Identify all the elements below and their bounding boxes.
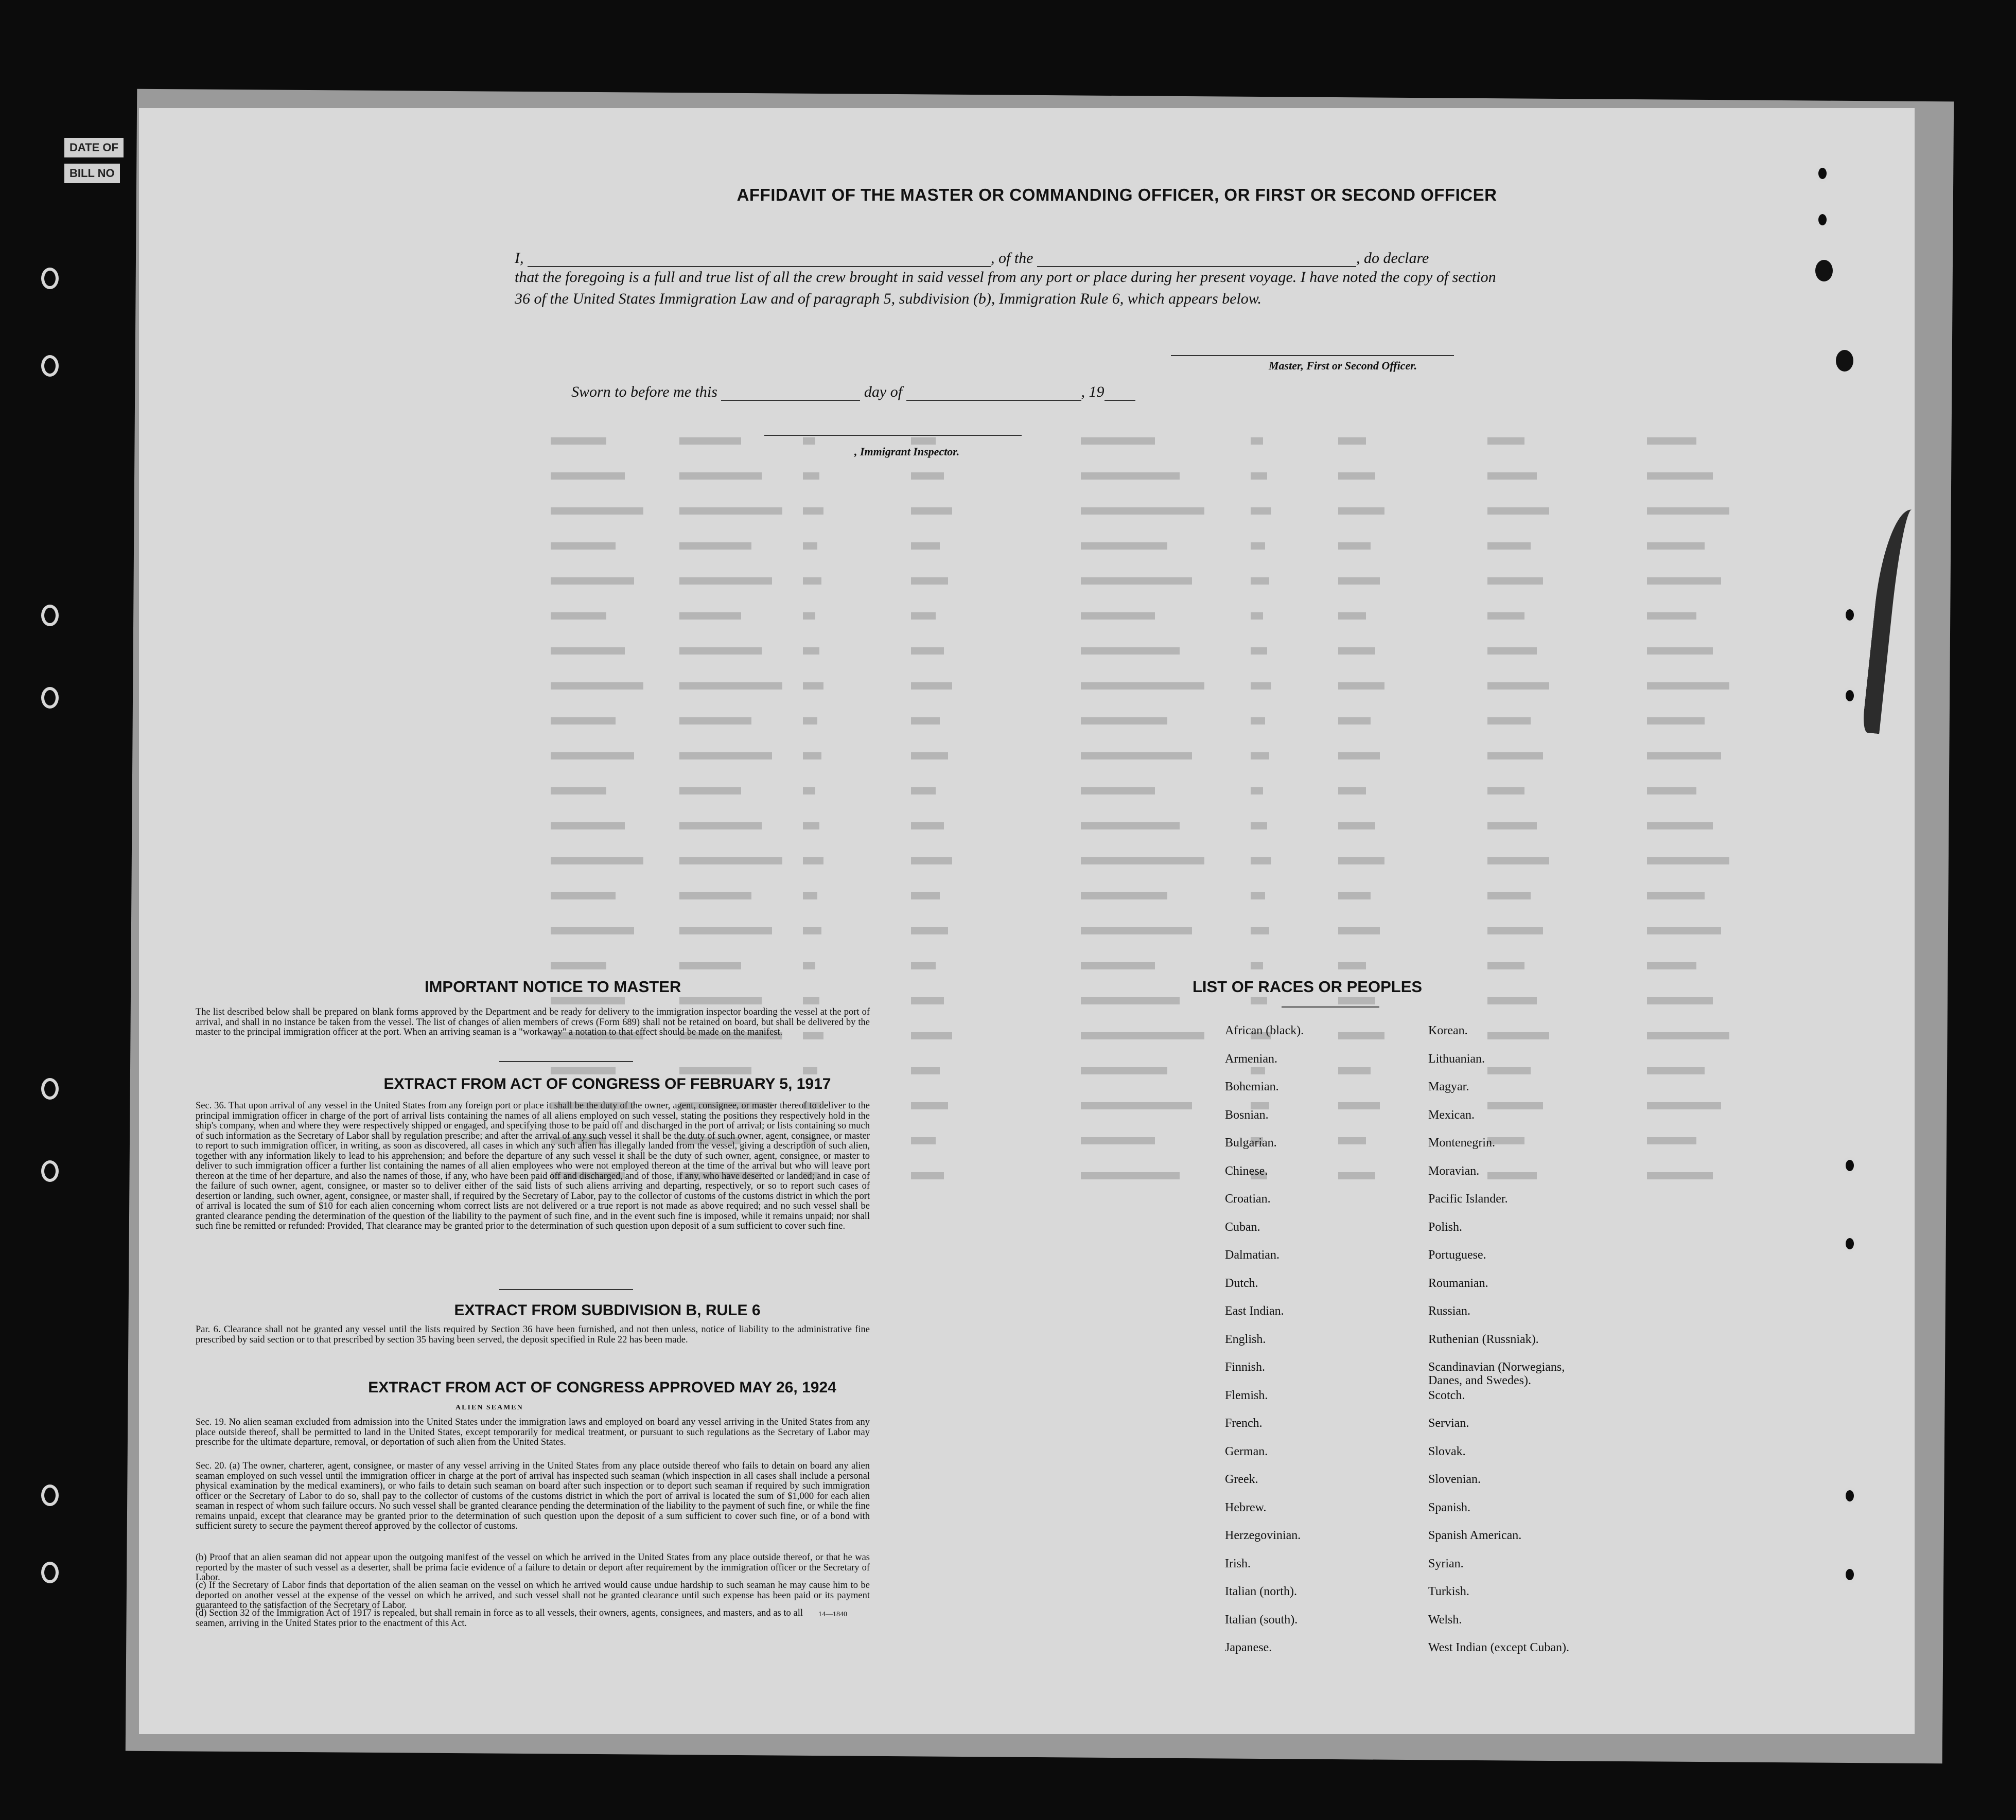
race-item: Irish. <box>1225 1557 1251 1570</box>
bleed-mark <box>679 542 751 550</box>
sworn-day-of: day of <box>864 383 903 400</box>
punch-hole <box>41 1485 59 1506</box>
bleed-mark <box>679 1067 751 1074</box>
bleed-mark <box>679 822 762 829</box>
bleed-mark <box>1081 927 1192 934</box>
bleed-mark <box>1487 472 1537 480</box>
bleed-mark <box>1251 717 1265 725</box>
bleed-mark <box>1251 927 1269 934</box>
race-item: Italian (north). <box>1225 1585 1297 1598</box>
bleed-mark <box>551 577 634 585</box>
bleed-mark <box>1487 822 1537 829</box>
punch-hole <box>41 1562 59 1583</box>
race-item: Japanese. <box>1225 1641 1272 1654</box>
race-item: Spanish. <box>1428 1500 1471 1514</box>
bleed-mark <box>1251 857 1271 864</box>
bleed-mark <box>803 857 823 864</box>
bleed-mark <box>679 437 741 445</box>
bleed-mark <box>1338 1032 1384 1039</box>
bleed-mark <box>551 787 606 794</box>
race-item: Croatian. <box>1225 1192 1271 1206</box>
bleed-mark <box>551 472 625 480</box>
bleed-mark <box>551 752 634 759</box>
bleed-mark <box>551 1067 616 1074</box>
bleed-mark <box>911 1137 936 1144</box>
bleed-mark <box>1338 892 1371 899</box>
punch-hole <box>1843 1235 1857 1252</box>
bleed-mark <box>803 1067 817 1074</box>
bleed-mark <box>1081 857 1204 864</box>
bleed-mark <box>679 647 762 655</box>
affidavit-body: that the foregoing is a full and true list of all the crew brought in said vessel from any port or place during her present voyage. I have noted the copy of section 36 of the United States Immigration Law and of paragraph 5, subdivision (b), Immigration Rule 6, which appears below. <box>515 269 1496 307</box>
bleed-mark <box>1081 472 1180 480</box>
bleed-mark <box>1081 787 1155 794</box>
race-item: Hebrew. <box>1225 1500 1267 1514</box>
form-number: 14—1840 <box>818 1611 847 1618</box>
bleed-mark <box>803 682 823 690</box>
bleed-mark <box>551 647 625 655</box>
race-item: Mexican. <box>1428 1108 1475 1122</box>
bleed-mark <box>1338 717 1371 725</box>
bleed-mark <box>1647 577 1721 585</box>
race-item: Chinese. <box>1225 1164 1268 1178</box>
inspector-signature-line[interactable] <box>764 435 1022 436</box>
bleed-mark <box>551 927 634 934</box>
bleed-mark <box>1647 1137 1696 1144</box>
bleed-mark <box>911 787 936 794</box>
bleed-mark <box>1081 612 1155 620</box>
bleed-mark <box>1487 997 1537 1004</box>
bleed-mark <box>1647 1102 1721 1109</box>
sworn-year-prefix: , 19 <box>1081 383 1105 400</box>
bleed-mark <box>1081 892 1167 899</box>
bleed-mark <box>1338 962 1366 969</box>
bleed-mark <box>1251 822 1267 829</box>
bleed-mark <box>679 577 772 585</box>
bleed-mark <box>911 437 936 445</box>
bleed-mark <box>1081 577 1192 585</box>
bleed-mark <box>803 962 815 969</box>
bleed-mark <box>803 822 819 829</box>
bleed-mark <box>1647 647 1713 655</box>
bleed-mark <box>1487 1032 1549 1039</box>
signature-line[interactable] <box>1171 355 1454 356</box>
bleed-mark <box>1487 927 1543 934</box>
bleed-mark <box>1338 1172 1375 1179</box>
bleed-mark <box>1251 472 1267 480</box>
race-item: Bosnian. <box>1225 1108 1269 1122</box>
bleed-mark <box>679 612 741 620</box>
race-item: Italian (south). <box>1225 1613 1298 1627</box>
bleed-mark <box>1251 962 1263 969</box>
bleed-mark <box>1647 1067 1705 1074</box>
bleed-mark <box>911 822 944 829</box>
bleed-mark <box>911 857 952 864</box>
race-item: Scotch. <box>1428 1388 1465 1402</box>
sworn-month-blank[interactable] <box>906 400 1081 401</box>
bleed-mark <box>1081 1172 1180 1179</box>
bleed-mark <box>1081 542 1167 550</box>
bleed-mark <box>911 682 952 690</box>
bleed-mark <box>803 997 819 1004</box>
race-item: Moravian. <box>1428 1164 1480 1178</box>
bleed-mark <box>551 997 625 1004</box>
race-item: Slovenian. <box>1428 1473 1481 1486</box>
manifest-page <box>139 108 1915 1734</box>
race-item: Flemish. <box>1225 1388 1268 1402</box>
race-item: Scandinavian (Norwegians, Danes, and Swedes). <box>1428 1360 1565 1387</box>
bleed-mark <box>1338 1067 1371 1074</box>
bleed-mark <box>1081 717 1167 725</box>
race-item: Bulgarian. <box>1225 1136 1277 1150</box>
bleed-mark <box>679 927 772 934</box>
bleed-mark <box>1647 1032 1729 1039</box>
bleed-mark <box>679 892 751 899</box>
race-item: English. <box>1225 1332 1266 1346</box>
edge-tab-bill: BILL NO <box>64 164 120 183</box>
bleed-mark <box>1338 857 1384 864</box>
race-item: German. <box>1225 1444 1268 1458</box>
bleed-mark <box>911 1102 948 1109</box>
bleed-mark <box>551 507 643 515</box>
race-item: Bohemian. <box>1225 1080 1279 1093</box>
bleed-mark <box>551 822 625 829</box>
bleed-mark <box>1251 437 1263 445</box>
punch-hole <box>1815 211 1830 228</box>
bleed-mark <box>1487 717 1531 725</box>
alien-seamen-subtitle: ALIEN SEAMEN <box>455 1404 523 1411</box>
race-item: East Indian. <box>1225 1304 1284 1318</box>
race-item: Korean. <box>1428 1024 1468 1037</box>
race-item: Slovak. <box>1428 1444 1466 1458</box>
bleed-mark <box>1647 997 1713 1004</box>
affidavit-of-the: , of the <box>991 250 1033 267</box>
race-item: Lithuanian. <box>1428 1052 1485 1066</box>
bleed-mark <box>1647 612 1696 620</box>
bleed-mark <box>911 1032 952 1039</box>
bleed-mark <box>1251 612 1263 620</box>
bleed-mark <box>1647 472 1713 480</box>
bleed-mark <box>1081 752 1192 759</box>
bleed-mark <box>911 962 936 969</box>
bleed-mark <box>551 612 606 620</box>
race-item: West Indian (except Cuban). <box>1428 1641 1569 1654</box>
bleed-mark <box>679 962 741 969</box>
bleed-mark <box>1081 997 1180 1004</box>
bleed-mark <box>803 752 821 759</box>
bleed-mark <box>1487 857 1549 864</box>
bleed-mark <box>803 787 815 794</box>
punch-hole <box>41 687 59 709</box>
bleed-mark <box>911 997 944 1004</box>
bleed-mark <box>1647 822 1713 829</box>
bleed-mark <box>551 682 643 690</box>
punch-hole <box>1843 687 1857 704</box>
race-item: Polish. <box>1428 1220 1463 1234</box>
bleed-mark <box>679 507 782 515</box>
extract-1924-sec19: Sec. 19. No alien seaman excluded from admission into the United States under the immigration laws and employed on board any vessel arriving in the United States from any place outside thereof, shall be permitted to land in the United States, except temporarily for medical treatment, or pursuant to such regulations as the Secretary of Labor may prescribe for the ultimate departure, removal, or deportation of such alien from the United States. <box>196 1417 870 1447</box>
bleed-mark <box>1487 962 1524 969</box>
bleed-mark <box>1338 472 1375 480</box>
bleed-mark <box>1251 752 1269 759</box>
bleed-mark <box>1647 962 1696 969</box>
bleed-mark <box>911 577 948 585</box>
bleed-mark <box>1251 892 1265 899</box>
bleed-mark <box>911 1067 940 1074</box>
extract-rule6-title: EXTRACT FROM SUBDIVISION B, RULE 6 <box>454 1302 761 1319</box>
bleed-mark <box>551 717 616 725</box>
bleed-mark <box>1487 647 1537 655</box>
bleed-mark <box>1487 1102 1543 1109</box>
race-item: Dalmatian. <box>1225 1248 1279 1262</box>
bleed-mark <box>1647 927 1721 934</box>
race-item: Ruthenian (Russniak). <box>1428 1332 1539 1346</box>
bleed-mark <box>1251 997 1267 1004</box>
bleed-mark <box>1338 647 1375 655</box>
signature-label: Master, First or Second Officer. <box>1269 359 1417 372</box>
bleed-mark <box>1647 717 1705 725</box>
bleed-mark <box>551 542 616 550</box>
affidavit-declaration-line <box>515 250 1657 267</box>
bleed-mark <box>1647 892 1705 899</box>
bleed-mark <box>1338 997 1375 1004</box>
bleed-mark <box>1487 577 1543 585</box>
bleed-mark <box>1647 437 1696 445</box>
bleed-mark <box>803 717 817 725</box>
bleed-mark <box>1081 1067 1167 1074</box>
bleed-mark <box>1647 1172 1713 1179</box>
bleed-mark <box>1081 507 1204 515</box>
bleed-mark <box>1081 437 1155 445</box>
punch-hole <box>41 1160 59 1182</box>
punch-hole <box>1836 350 1853 372</box>
bleed-mark <box>1487 507 1549 515</box>
divider <box>499 1061 633 1062</box>
bleed-mark <box>1487 752 1543 759</box>
bleed-mark <box>911 647 944 655</box>
race-item: Turkish. <box>1428 1585 1469 1598</box>
race-item: Montenegrin. <box>1428 1136 1495 1150</box>
bleed-mark <box>803 472 819 480</box>
bleed-mark <box>1338 927 1380 934</box>
bleed-mark <box>679 857 782 864</box>
bleed-mark <box>803 927 821 934</box>
bleed-mark <box>1647 542 1705 550</box>
punch-hole <box>1815 260 1833 281</box>
sworn-year-blank[interactable] <box>1105 400 1135 401</box>
sworn-day-blank[interactable] <box>721 400 860 401</box>
notice-text: The list described below shall be prepared on blank forms approved by the Department and be ready for delivery to the immigration inspector boarding the vessel at the port of arrival, and shall in no instance be taken from the vessel. The list of changes of alien members of crews (Form 689) shall not be retained on board, but shall be delivered by the master to the principal immigration officer at the port. When an arriving seaman is a "workaway" a notation to that effect should be made on the manifest. <box>196 1007 870 1037</box>
bleed-mark <box>1081 822 1180 829</box>
bleed-mark <box>1487 1067 1531 1074</box>
bleed-mark <box>679 472 762 480</box>
bleed-mark <box>1081 647 1180 655</box>
punch-hole <box>41 355 59 377</box>
bleed-mark <box>1647 752 1721 759</box>
bleed-mark <box>1647 682 1729 690</box>
affidavit-i: I, <box>515 250 524 267</box>
bleed-mark <box>1338 612 1366 620</box>
divider <box>499 1289 633 1290</box>
bleed-mark <box>1487 437 1524 445</box>
bleed-mark <box>1081 1032 1204 1039</box>
bleed-mark <box>1081 1137 1155 1144</box>
punch-hole <box>41 1078 59 1100</box>
race-item: Welsh. <box>1428 1613 1462 1627</box>
divider <box>1282 1006 1379 1008</box>
bleed-mark <box>1487 1172 1537 1179</box>
bleed-mark <box>1647 857 1729 864</box>
bleed-mark <box>1338 507 1384 515</box>
bleed-mark <box>1251 787 1263 794</box>
sworn-line <box>571 383 1395 401</box>
bleed-mark <box>1338 577 1380 585</box>
edge-tab-date: DATE OF <box>64 138 124 157</box>
inspector-label: , Immigrant Inspector. <box>854 445 960 458</box>
bleed-mark <box>1338 437 1366 445</box>
bleed-mark <box>1251 542 1265 550</box>
extract-rule6-text: Par. 6. Clearance shall not be granted any vessel until the lists required by Section 36 have been furnished, and not then unless, notice of liability to the administrative fine prescribed by said section or to that prescribed by section 35 having been served, the deposit specified in Rule 22 has been made. <box>196 1324 870 1345</box>
bleed-mark <box>911 752 948 759</box>
race-item: Roumanian. <box>1428 1276 1488 1290</box>
punch-hole <box>1815 165 1830 182</box>
bleed-mark <box>551 857 643 864</box>
races-title: LIST OF RACES OR PEOPLES <box>1192 978 1423 996</box>
bleed-mark <box>1081 682 1204 690</box>
race-item: Russian. <box>1428 1304 1471 1318</box>
bleed-mark <box>551 892 616 899</box>
bleed-mark <box>1251 647 1267 655</box>
bleed-mark <box>1338 822 1375 829</box>
punch-hole <box>1843 1566 1857 1583</box>
bleed-mark <box>911 717 940 725</box>
bleed-mark <box>911 542 940 550</box>
affidavit-title: AFFIDAVIT OF THE MASTER OR COMMANDING OFFICER, OR FIRST OR SECOND OFFICER <box>737 185 1497 204</box>
bleed-mark <box>911 927 948 934</box>
bleed-mark <box>679 787 741 794</box>
bleed-mark <box>1251 682 1271 690</box>
punch-hole <box>41 605 59 626</box>
bleed-mark <box>1338 542 1371 550</box>
bleed-mark <box>911 472 944 480</box>
race-item: Servian. <box>1428 1417 1469 1430</box>
race-item: Portuguese. <box>1428 1248 1486 1262</box>
notice-title: IMPORTANT NOTICE TO MASTER <box>425 978 681 996</box>
bleed-mark <box>679 752 772 759</box>
bleed-mark <box>1251 577 1269 585</box>
race-item: African (black). <box>1225 1024 1304 1037</box>
race-item: Dutch. <box>1225 1276 1258 1290</box>
extract-1924-sec20a: Sec. 20. (a) The owner, charterer, agent, consignee, or master of any vessel arriving in the United States from any place outside thereof who fails to detain on board any alien seaman employed on such vessel until the immigration officer in charge at the port of arrival has inspected such seaman (which inspection in all cases shall include a personal physical examination by the medical examiners), or who fails to detain such seaman on board after such inspection or to deport such seaman if required by such immigration officer or the Secretary of Labor to do so, shall pay to the collector of customs of the customs district in which the port of arrival is located the sum of $1,000 for each alien seaman in respect of whom such failure occurs. No such vessel shall be granted clearance pending the determination of the liability to the payment of such fine, or while the fine remains unpaid, except that clearance may be granted prior to the determination of such question upon the deposit of a sum sufficient to cover such fine, or of a bond with sufficient surety to secure the payment thereof approved by the collector of customs. <box>196 1461 870 1531</box>
bleed-mark <box>679 682 782 690</box>
bleed-mark <box>1338 682 1384 690</box>
bleed-mark <box>1338 787 1366 794</box>
extract-1924-sec20d: (d) Section 32 of the Immigration Act of 1917 is repealed, but shall remain in force as to all vessels, their owners, agents, consignees, and masters, and as to all seamen, arriving in the United States prior to the enactment of this Act. <box>196 1608 803 1629</box>
bleed-mark <box>803 612 815 620</box>
race-item: Armenian. <box>1225 1052 1277 1066</box>
bleed-mark <box>803 437 815 445</box>
extract-1924-sec20b: (b) Proof that an alien seaman did not appear upon the outgoing manifest of the vessel on which he arrived in the United States from any place outside thereof, or that he was reported by the master of such vessel as a deserter, shall be prima facie evidence of a failure to detain or deport after requirement by the immigration officer or the Secretary of Labor. <box>196 1552 870 1583</box>
punch-hole <box>1843 606 1857 624</box>
bleed-mark <box>679 717 751 725</box>
bleed-mark <box>911 1172 944 1179</box>
bleed-mark <box>1338 1102 1380 1109</box>
bleed-mark <box>803 542 817 550</box>
extract-1924-title: EXTRACT FROM ACT OF CONGRESS APPROVED MAY 26, 1924 <box>368 1379 836 1396</box>
race-item: French. <box>1225 1417 1263 1430</box>
bleed-mark <box>679 997 762 1004</box>
race-item: Cuban. <box>1225 1220 1260 1234</box>
sworn-prefix: Sworn to before me this <box>571 383 717 400</box>
bleed-mark <box>803 507 823 515</box>
bleed-mark <box>1251 1067 1265 1074</box>
bleed-mark <box>911 612 936 620</box>
bleed-mark <box>803 892 817 899</box>
race-item: Syrian. <box>1428 1557 1464 1570</box>
bleed-mark <box>911 507 952 515</box>
bleed-mark <box>1487 892 1531 899</box>
bleed-mark <box>1081 962 1155 969</box>
bleed-mark <box>1487 542 1531 550</box>
bleed-mark <box>551 437 606 445</box>
race-item: Greek. <box>1225 1473 1258 1486</box>
bleed-mark <box>551 962 606 969</box>
punch-hole <box>1843 1157 1857 1174</box>
race-item: Magyar. <box>1428 1080 1469 1093</box>
bleed-mark <box>911 892 940 899</box>
race-item: Pacific Islander. <box>1428 1192 1508 1206</box>
punch-hole <box>1843 1487 1857 1505</box>
affidavit-do-declare: , do declare <box>1356 250 1429 267</box>
bleed-mark <box>1487 612 1524 620</box>
race-item: Herzegovinian. <box>1225 1529 1301 1542</box>
bleed-mark <box>1647 507 1729 515</box>
race-item: Finnish. <box>1225 1360 1266 1374</box>
extract-1924-sec20c: (c) If the Secretary of Labor finds that deportation of the alien seaman on the vessel on which he arrived would cause undue hardship to such seaman he may cause him to be deported on another vessel at the expense of the vessel on which he arrived, and such vessel shall not be granted clearance until such expense has been paid or its payment guaranteed to the satisfaction of the Secretary of Labor. <box>196 1580 870 1611</box>
bleed-mark <box>1647 787 1696 794</box>
bleed-mark <box>803 647 819 655</box>
bleed-mark <box>803 577 821 585</box>
bleed-mark <box>1487 682 1549 690</box>
punch-hole <box>41 268 59 289</box>
extract-1917-text: Sec. 36. That upon arrival of any vessel in the United States from any foreign port or place it shall be the duty of the owner, agent, consignee, or master thereof to deliver to the principal immigration officer in charge of the port of arrival lists containing the names of all aliens employed on such vessel, stating the positions they respectively hold in the ship's company, when and where they were respectively shipped or engaged, and specifying those to be paid off and discharged in the port of arrival; or lists containing so much of such information as the Secretary of Labor shall by regulation prescribe; and after the arrival of any such vessel it shall be the duty of such owner, agent, consignee, or master to report to such immigration officer, in writing, as soon as discovered, all cases in which any such alien has illegally landed from the vessel, giving a description of such alien, together with any information likely to lead to his apprehension; and before the departure of any such vessel it shall be the duty of such owner, agent, consignee, or master to deliver to such immigration officer a further list containing the names of all alien employees who were not employed thereon at the time of the arrival but who will leave port thereon at the time of her departure, and also the names of those, if any, who have been paid off and discharged, and of those, if any, who have deserted or landed; and in case of the failure of such owner, agent, consignee, or master so to deliver either of the said lists of such aliens arriving and departing, respectively, or so to report such cases of desertion or landing, such owner, agent, consignee, or master shall, if required by the Secretary of Labor, pay to the collector of customs of the customs district in which the port of arrival is located the sum of $10 for each alien concerning whom correct lists are not delivered or a true report is not made as above required; and no such vessel shall be granted clearance pending the determination of the question of the liability to the payment of such fine, and in the event such fine is imposed, while it remains unpaid; nor shall such fine be remitted or refunded: Provided, That clearance may be granted prior to the determination of such question upon deposit of a sum sufficient to cover such fine. <box>196 1101 870 1231</box>
bleed-mark <box>1487 787 1524 794</box>
bleed-mark <box>1081 1102 1192 1109</box>
bleed-mark <box>1251 507 1271 515</box>
race-item: Spanish American. <box>1428 1529 1522 1542</box>
extract-1917-title: EXTRACT FROM ACT OF CONGRESS OF FEBRUARY 5, 1917 <box>383 1075 831 1092</box>
bleed-mark <box>1338 1137 1366 1144</box>
bleed-mark <box>1338 752 1380 759</box>
